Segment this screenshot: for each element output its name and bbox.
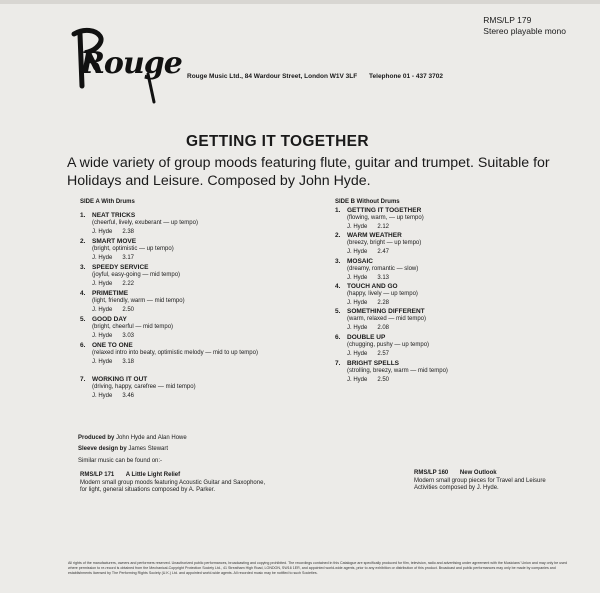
track-name — [335, 206, 565, 215]
track-name — [335, 282, 565, 291]
track-number: 7. — [80, 376, 86, 383]
track-number: 4. — [80, 290, 86, 297]
track-duration: 2.47 — [377, 248, 390, 255]
track-item — [335, 333, 565, 358]
track-duration: 2.22 — [122, 280, 135, 287]
track-composer: J. Hyde — [347, 376, 368, 383]
track-title: SPEEDY SERVICE — [92, 264, 149, 271]
track-meta — [80, 392, 310, 400]
track-meta — [335, 376, 565, 384]
catalogue-number: RMS/LP 179 — [483, 15, 532, 25]
related-release — [80, 472, 270, 495]
sleeve-credit — [78, 446, 168, 452]
telephone-line: Telephone 01 - 437 3702 — [369, 73, 443, 80]
track-meta — [80, 228, 310, 236]
track-item — [335, 359, 565, 384]
track-duration: 3.03 — [122, 332, 135, 339]
track-item — [80, 315, 310, 340]
track-duration: 3.17 — [122, 254, 135, 261]
track-description: (cheerful, lively, exuberant — up tempo) — [92, 220, 198, 226]
track-composer: J. Hyde — [347, 324, 368, 331]
track-description: (bright, cheerful — mid tempo) — [92, 324, 174, 330]
track-number: 1. — [80, 212, 86, 219]
track-number: 5. — [80, 316, 86, 323]
rouge-logo — [66, 24, 182, 104]
track-name — [80, 237, 310, 246]
track-title: TOUCH AND GO — [347, 283, 398, 290]
track-name — [335, 307, 565, 316]
related-title: New Outlook — [459, 470, 497, 476]
track-title: BRIGHT SPELLS — [347, 360, 400, 367]
related-title: A Little Light Relief — [125, 472, 181, 478]
track-description: (dreamy, romantic — slow) — [347, 266, 419, 272]
track-number: 3. — [335, 258, 341, 265]
track-title: GOOD DAY — [92, 316, 127, 323]
related-release — [414, 470, 554, 493]
track-name — [80, 315, 310, 324]
track-title: GETTING IT TOGETHER — [347, 207, 422, 214]
side-a-heading: SIDE A With Drums — [80, 199, 135, 205]
track-description: (flowing, warm, — up tempo) — [347, 215, 424, 221]
track-meta — [80, 306, 310, 314]
track-description: (bright, optimistic — up tempo) — [92, 246, 174, 252]
track-item — [80, 237, 310, 262]
produced-credit — [78, 435, 187, 441]
track-composer: J. Hyde — [347, 299, 368, 306]
track-duration: 2.08 — [377, 324, 390, 331]
track-title: WORKING IT OUT — [92, 376, 148, 383]
track-number: 2. — [335, 232, 341, 239]
track-description: (light, friendly, warm — mid tempo) — [92, 298, 185, 304]
track-duration: 2.50 — [377, 376, 390, 383]
track-meta — [80, 358, 310, 366]
format-label: Stereo playable mono — [483, 26, 566, 36]
track-item — [80, 263, 310, 288]
track-composer: J. Hyde — [92, 254, 113, 261]
side-b-heading: SIDE B Without Drums — [335, 199, 400, 205]
track-composer: J. Hyde — [347, 350, 368, 357]
track-description: (relaxed intro into beaty, optimistic melody — mid to up tempo) — [92, 350, 258, 356]
track-item — [335, 231, 565, 256]
track-meta — [80, 332, 310, 340]
track-duration: 2.50 — [122, 306, 135, 313]
track-composer: J. Hyde — [92, 392, 113, 399]
track-item — [335, 307, 565, 332]
track-number: 3. — [80, 264, 86, 271]
track-description: (strolling, breezy, warm — mid tempo) — [347, 368, 448, 374]
track-name — [80, 375, 310, 384]
track-title: WARM WEATHER — [347, 232, 402, 239]
company-line: Rouge Music Ltd., 84 Wardour Street, London W1V 3LF — [187, 73, 358, 80]
track-description: (breezy, bright — up tempo) — [347, 240, 422, 246]
track-number: 6. — [80, 342, 86, 349]
track-meta — [335, 223, 565, 231]
track-composer: J. Hyde — [92, 358, 113, 365]
track-title: NEAT TRICKS — [92, 212, 136, 219]
album-subtitle: A wide variety of group moods featuring flute, guitar and trumpet. Suitable for Holidays and Leisure. Composed by John Hyde. — [67, 155, 550, 189]
track-meta — [335, 324, 565, 332]
sleeve-label: Sleeve design by — [78, 446, 127, 452]
track-name — [80, 289, 310, 298]
track-meta — [335, 248, 565, 256]
track-name — [335, 333, 565, 342]
related-release-header — [414, 470, 554, 478]
produced-label: Produced by — [78, 435, 115, 441]
related-catno: RMS/LP 160 — [414, 470, 449, 476]
track-meta — [335, 274, 565, 282]
track-number: 5. — [335, 308, 341, 315]
track-item — [335, 257, 565, 282]
track-title: PRIMETIME — [92, 290, 129, 297]
related-catno: RMS/LP 171 — [80, 472, 115, 478]
track-duration: 2.57 — [377, 350, 390, 357]
track-duration: 2.28 — [377, 299, 390, 306]
similar-music-note: Similar music can be found on:- — [78, 458, 163, 464]
track-title: ONE TO ONE — [92, 342, 133, 349]
legal-notice: All rights of the manufacturers, owners and performers reserved. Unauthorized public performances, broadcasting and copying prohibited. The recordings contained in this Catalogue are specifically produced for film, television, radio and advertising under agreement with the Musicians' Union and may only be used where permission to re-record is obtained from the Mechanical-Copyright Protection Society Ltd., 41 Streatham High Road, LONDON, SW16 1ER, and appointed world-wide agents, prior to any exhibition or distribution of this product. Broadcast and public performances may only be made by companies and establishments licensed by The Performing Rights Society (U.K.) Ltd. and appointed world-wide agents. All recorded music may be notified to such Societies. — [68, 561, 568, 575]
track-duration: 2.12 — [377, 223, 390, 230]
track-item — [80, 341, 310, 366]
track-duration: 3.18 — [122, 358, 135, 365]
related-desc: Modern small group pieces for Travel and Leisure Activities composed by J. Hyde. — [414, 477, 546, 491]
track-description: (joyful, easy-going — mid tempo) — [92, 272, 181, 278]
track-number: 6. — [335, 334, 341, 341]
track-description: (happy, lively — up tempo) — [347, 291, 418, 297]
track-item — [335, 206, 565, 231]
track-number: 7. — [335, 360, 341, 367]
track-title: SOMETHING DIFFERENT — [347, 308, 425, 315]
track-name — [335, 231, 565, 240]
track-meta — [335, 299, 565, 307]
track-composer: J. Hyde — [347, 223, 368, 230]
track-composer: J. Hyde — [347, 274, 368, 281]
track-title: MOSAIC — [347, 258, 373, 265]
produced-value: John Hyde and Alan Howe — [116, 435, 187, 441]
track-name — [335, 359, 565, 368]
track-item — [80, 375, 310, 400]
track-composer: J. Hyde — [92, 228, 113, 235]
track-duration: 3.46 — [122, 392, 135, 399]
track-item — [80, 289, 310, 314]
track-duration: 3.13 — [377, 274, 390, 281]
track-composer: J. Hyde — [92, 280, 113, 287]
sleeve-value: James Stewart — [128, 446, 169, 452]
track-number: 4. — [335, 283, 341, 290]
track-meta — [80, 254, 310, 262]
track-composer: J. Hyde — [92, 306, 113, 313]
track-description: (chugging, pushy — up tempo) — [347, 342, 430, 348]
track-description: (warm, relaxed — mid tempo) — [347, 316, 427, 322]
track-number: 2. — [80, 238, 86, 245]
track-composer: J. Hyde — [347, 248, 368, 255]
related-desc: Modern small group moods featuring Acoustic Guitar and Saxophone, for light, general situations composed by A. Parker. — [80, 479, 266, 493]
album-title: GETTING IT TOGETHER — [186, 133, 369, 150]
track-title: SMART MOVE — [92, 238, 137, 245]
track-meta — [80, 280, 310, 288]
catalogue-info — [483, 15, 566, 37]
track-name — [80, 211, 310, 220]
track-duration: 2.38 — [122, 228, 135, 235]
track-item — [335, 282, 565, 307]
track-number: 1. — [335, 207, 341, 214]
track-title: DOUBLE UP — [347, 334, 386, 341]
track-composer: J. Hyde — [92, 332, 113, 339]
track-item — [80, 211, 310, 236]
track-meta — [335, 350, 565, 358]
track-name — [335, 257, 565, 266]
logo-text: Rouge — [80, 46, 182, 81]
company-address — [187, 73, 453, 80]
top-edge — [0, 0, 600, 4]
track-description: (driving, happy, carefree — mid tempo) — [92, 384, 196, 390]
track-name — [80, 263, 310, 272]
related-release-header — [80, 472, 270, 480]
track-name — [80, 341, 310, 350]
